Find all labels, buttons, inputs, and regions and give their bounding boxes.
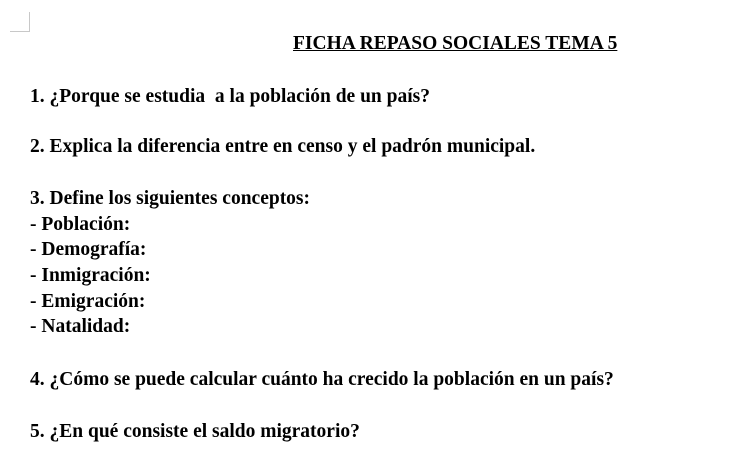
concept-inmigracion: - Inmigración: xyxy=(30,265,151,286)
page-corner-marker xyxy=(10,12,30,32)
concept-demografia: - Demografía: xyxy=(30,239,147,260)
concept-poblacion: - Población: xyxy=(30,214,131,235)
question-4: 4. ¿Cómo se puede calcular cuánto ha crecido la población en un país? xyxy=(30,369,614,390)
question-2: 2. Explica la diferencia entre en censo y el padrón municipal. xyxy=(30,136,536,157)
question-3: 3. Define los siguientes conceptos: xyxy=(30,188,311,209)
concept-emigracion: - Emigración: xyxy=(30,291,146,312)
question-1: 1. ¿Porque se estudia a la población de un país? xyxy=(30,86,431,107)
document-title: FICHA REPASO SOCIALES TEMA 5 xyxy=(293,33,618,54)
concept-natalidad: - Natalidad: xyxy=(30,316,131,337)
question-5: 5. ¿En qué consiste el saldo migratorio? xyxy=(30,421,360,442)
